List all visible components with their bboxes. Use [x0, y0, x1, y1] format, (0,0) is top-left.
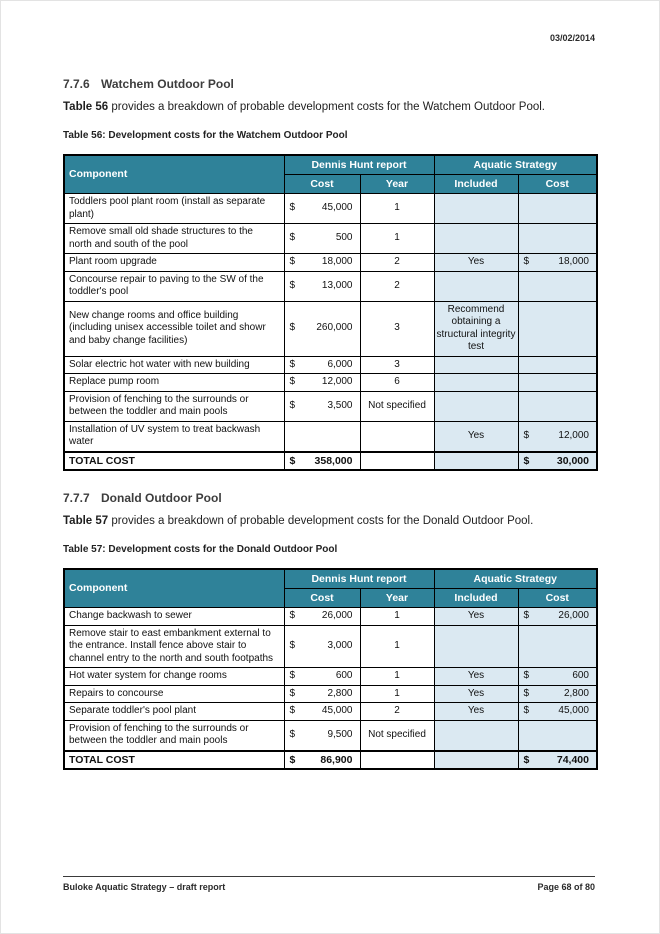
- table-row: [64, 703, 597, 721]
- section-number: 7.7.6: [63, 77, 90, 91]
- cost-cell: [518, 720, 597, 751]
- table-row: [64, 301, 597, 356]
- cost-cell: [284, 668, 360, 686]
- year-cell: Not specified: [360, 720, 434, 751]
- cost-value: 18,000: [321, 256, 353, 267]
- col-group-aquatic-strategy: Aquatic Strategy: [434, 569, 597, 589]
- component-cell: Solar electric hot water with new building: [64, 356, 284, 374]
- cost-cell: [284, 421, 360, 452]
- included-cell: [434, 194, 518, 224]
- component-cell: Change backwash to sewer: [64, 608, 284, 626]
- currency-symbol: $: [289, 322, 296, 334]
- cost-cell: [518, 194, 597, 224]
- included-cell: [434, 720, 518, 751]
- cost-cell: [284, 254, 360, 272]
- included-cell: Recommend obtaining a structural integrity test: [434, 301, 518, 356]
- cost-value: 600: [572, 670, 589, 681]
- table-row: [64, 356, 597, 374]
- currency-symbol: $: [289, 454, 296, 467]
- intro-text: provides a breakdown of probable development costs for the Donald Outdoor Pool.: [108, 515, 534, 527]
- year-cell: [360, 421, 434, 452]
- component-cell: Remove stair to east embankment external to the entrance. Install fence above stair to channel entry to the north and south footpaths: [64, 625, 284, 668]
- cost-cell: [284, 452, 360, 471]
- header-row-groups: [64, 155, 597, 175]
- cost-value: 2,800: [563, 687, 589, 699]
- component-cell: Repairs to concourse: [64, 685, 284, 703]
- col-header-year: Year: [360, 175, 434, 194]
- year-cell: [360, 751, 434, 770]
- currency-symbol: $: [289, 687, 296, 699]
- cost-cell: [284, 224, 360, 254]
- component-cell: Replace pump room: [64, 374, 284, 392]
- table-row: [64, 720, 597, 751]
- footer-report-title: Buloke Aquatic Strategy – draft report: [63, 882, 226, 892]
- included-cell: Yes: [434, 254, 518, 272]
- col-header-included: Included: [434, 175, 518, 194]
- page-date: 03/02/2014: [549, 33, 595, 43]
- watchem-cost-table: [63, 154, 598, 471]
- col-header-cost-aquatic: Cost: [518, 175, 597, 194]
- cost-cell: [518, 374, 597, 392]
- col-header-component: Component: [64, 155, 284, 194]
- component-cell: TOTAL COST: [64, 452, 284, 471]
- cost-value: 26,000: [321, 610, 353, 621]
- year-cell: [360, 452, 434, 471]
- col-header-year: Year: [360, 589, 434, 608]
- component-cell: Installation of UV system to treat backwash water: [64, 421, 284, 452]
- cost-cell: [284, 391, 360, 421]
- included-cell: [434, 625, 518, 668]
- intro-table-ref: Table 56: [63, 101, 109, 113]
- cost-value: 30,000: [556, 454, 589, 467]
- year-cell: 2: [360, 703, 434, 721]
- cost-cell: [284, 720, 360, 751]
- component-cell: Provision of fenching to the surrounds or between the toddler and main pools: [64, 720, 284, 751]
- cost-value: 260,000: [316, 322, 353, 334]
- donald-cost-table: [63, 568, 598, 770]
- component-cell: Concourse repair to paving to the SW of the toddler's pool: [64, 271, 284, 301]
- currency-symbol: $: [289, 279, 296, 291]
- cost-cell: [284, 271, 360, 301]
- table-row: [64, 194, 597, 224]
- table-row: [64, 608, 597, 626]
- cost-value: 12,000: [558, 429, 589, 441]
- cost-cell: [518, 685, 597, 703]
- cost-value: 45,000: [321, 705, 353, 716]
- cost-cell: [518, 271, 597, 301]
- currency-symbol: $: [289, 670, 296, 681]
- included-cell: Yes: [434, 421, 518, 452]
- col-header-cost: Cost: [284, 589, 360, 608]
- section-watchem: [63, 77, 596, 471]
- page-footer: [63, 876, 595, 892]
- cost-cell: [284, 703, 360, 721]
- cost-cell: [284, 608, 360, 626]
- year-cell: 1: [360, 668, 434, 686]
- included-cell: [434, 356, 518, 374]
- cost-value: 6,000: [327, 358, 353, 370]
- currency-symbol: $: [523, 454, 530, 467]
- year-cell: 6: [360, 374, 434, 392]
- year-cell: 3: [360, 356, 434, 374]
- total-row: [64, 751, 597, 770]
- year-cell: Not specified: [360, 391, 434, 421]
- table-row: [64, 374, 597, 392]
- currency-symbol: $: [289, 256, 296, 267]
- currency-symbol: $: [289, 610, 296, 621]
- currency-symbol: $: [523, 705, 530, 716]
- currency-symbol: $: [523, 429, 530, 441]
- table-row: [64, 421, 597, 452]
- cost-value: 3,500: [327, 399, 353, 411]
- year-cell: 1: [360, 194, 434, 224]
- included-cell: Yes: [434, 685, 518, 703]
- table-row: [64, 625, 597, 668]
- table-header: [64, 155, 597, 194]
- included-cell: Yes: [434, 703, 518, 721]
- component-cell: Hot water system for change rooms: [64, 668, 284, 686]
- table-row: [64, 271, 597, 301]
- cost-cell: [284, 301, 360, 356]
- table-body: [64, 608, 597, 770]
- col-group-dennis-hunt: Dennis Hunt report: [284, 155, 434, 175]
- col-group-aquatic-strategy: Aquatic Strategy: [434, 155, 597, 175]
- cost-value: 74,400: [556, 753, 589, 766]
- component-cell: Remove small old shade structures to the north and south of the pool: [64, 224, 284, 254]
- included-cell: [434, 452, 518, 471]
- year-cell: 1: [360, 224, 434, 254]
- year-cell: 1: [360, 685, 434, 703]
- included-cell: [434, 391, 518, 421]
- intro-table-ref: Table 57: [63, 515, 109, 527]
- included-cell: Yes: [434, 608, 518, 626]
- section-heading: [63, 77, 596, 91]
- table-row: [64, 254, 597, 272]
- currency-symbol: $: [289, 705, 296, 716]
- currency-symbol: $: [289, 232, 296, 244]
- col-header-cost-aquatic: Cost: [518, 589, 597, 608]
- cost-cell: [518, 254, 597, 272]
- cost-value: 12,000: [321, 376, 353, 387]
- year-cell: 1: [360, 608, 434, 626]
- section-intro: [63, 101, 596, 113]
- col-group-dennis-hunt: Dennis Hunt report: [284, 569, 434, 589]
- currency-symbol: $: [523, 610, 530, 621]
- component-cell: Separate toddler's pool plant: [64, 703, 284, 721]
- year-cell: 3: [360, 301, 434, 356]
- included-cell: [434, 224, 518, 254]
- cost-value: 45,000: [321, 202, 353, 214]
- cost-cell: [518, 421, 597, 452]
- included-cell: [434, 271, 518, 301]
- year-cell: 1: [360, 625, 434, 668]
- table-body: [64, 194, 597, 471]
- cost-cell: [518, 625, 597, 668]
- cost-value: 358,000: [314, 454, 353, 467]
- currency-symbol: $: [523, 256, 530, 267]
- currency-symbol: $: [289, 399, 296, 411]
- cost-value: 500: [335, 232, 353, 244]
- cost-value: 9,500: [327, 728, 353, 740]
- currency-symbol: $: [289, 358, 296, 370]
- cost-cell: [518, 391, 597, 421]
- table-header: [64, 569, 597, 608]
- cost-cell: [518, 608, 597, 626]
- cost-cell: [518, 751, 597, 770]
- table-row: [64, 668, 597, 686]
- currency-symbol: $: [523, 670, 530, 681]
- intro-text: provides a breakdown of probable development costs for the Watchem Outdoor Pool.: [108, 101, 545, 113]
- currency-symbol: $: [289, 376, 296, 387]
- section-donald: [63, 491, 596, 770]
- cost-value: 3,000: [327, 640, 353, 651]
- cost-cell: [284, 751, 360, 770]
- section-title: Donald Outdoor Pool: [101, 491, 222, 505]
- table-row: [64, 391, 597, 421]
- table-row: [64, 685, 597, 703]
- total-row: [64, 452, 597, 471]
- cost-cell: [518, 301, 597, 356]
- cost-cell: [284, 194, 360, 224]
- footer-page-number: Page 68 of 80: [537, 882, 595, 892]
- component-cell: New change rooms and office building (including unisex accessible toilet and showr and baby change facilities): [64, 301, 284, 356]
- cost-value: 2,800: [327, 687, 353, 699]
- section-intro: [63, 515, 596, 527]
- year-cell: 2: [360, 254, 434, 272]
- currency-symbol: $: [289, 640, 296, 651]
- included-cell: [434, 751, 518, 770]
- component-cell: Provision of fenching to the surrounds or between the toddler and main pools: [64, 391, 284, 421]
- cost-cell: [518, 452, 597, 471]
- cost-cell: [518, 224, 597, 254]
- page-content: [63, 77, 596, 774]
- cost-cell: [518, 668, 597, 686]
- cost-value: 18,000: [558, 256, 589, 267]
- cost-cell: [284, 685, 360, 703]
- section-title: Watchem Outdoor Pool: [101, 77, 234, 91]
- section-heading: [63, 491, 596, 505]
- section-number: 7.7.7: [63, 491, 90, 505]
- col-header-included: Included: [434, 589, 518, 608]
- table-caption: Table 56: Development costs for the Watchem Outdoor Pool: [63, 130, 348, 141]
- cost-cell: [284, 625, 360, 668]
- cost-value: 45,000: [558, 705, 589, 716]
- cost-value: 600: [335, 670, 353, 681]
- currency-symbol: $: [289, 202, 296, 214]
- cost-value: 13,000: [321, 279, 353, 291]
- col-header-component: Component: [64, 569, 284, 608]
- table-caption: Table 57: Development costs for the Donald Outdoor Pool: [63, 544, 338, 555]
- component-cell: TOTAL COST: [64, 751, 284, 770]
- col-header-cost: Cost: [284, 175, 360, 194]
- currency-symbol: $: [289, 728, 296, 740]
- cost-cell: [518, 356, 597, 374]
- cost-value: 86,900: [320, 753, 353, 766]
- cost-value: 26,000: [558, 610, 589, 621]
- included-cell: [434, 374, 518, 392]
- currency-symbol: $: [523, 687, 530, 699]
- included-cell: Yes: [434, 668, 518, 686]
- year-cell: 2: [360, 271, 434, 301]
- component-cell: Plant room upgrade: [64, 254, 284, 272]
- header-row-groups: [64, 569, 597, 589]
- currency-symbol: $: [289, 753, 296, 766]
- cost-cell: [284, 374, 360, 392]
- component-cell: Toddlers pool plant room (install as separate plant): [64, 194, 284, 224]
- cost-cell: [284, 356, 360, 374]
- table-row: [64, 224, 597, 254]
- currency-symbol: $: [523, 753, 530, 766]
- cost-cell: [518, 703, 597, 721]
